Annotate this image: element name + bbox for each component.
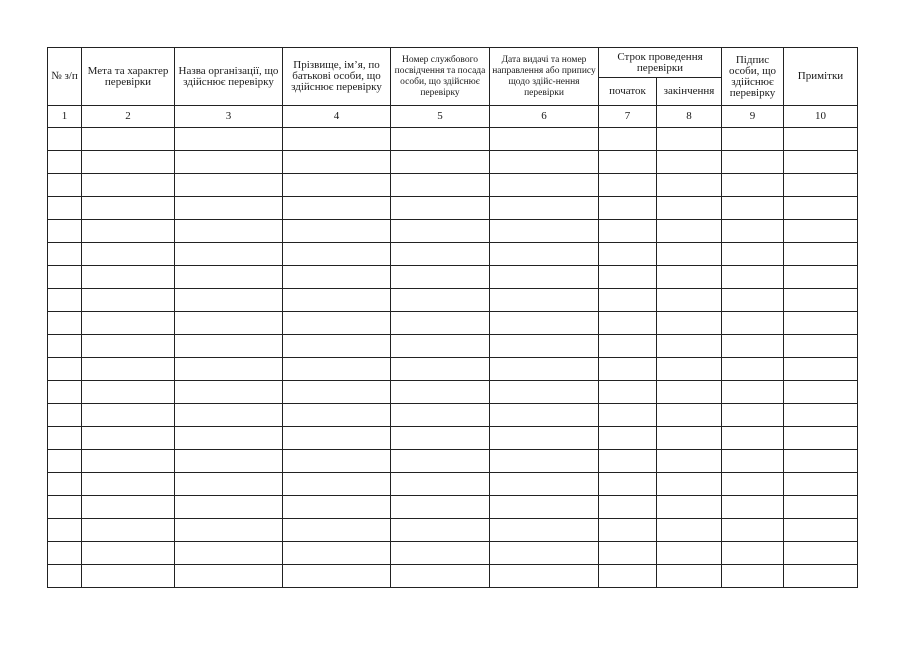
table-cell [657,197,722,220]
table-cell [48,289,82,312]
header-purpose: Мета та характер перевірки [82,48,175,106]
table-cell [175,519,283,542]
table-cell [657,427,722,450]
table-row [48,243,858,266]
column-number: 1 [48,106,82,128]
header-certificate: Номер службового посвідчення та посада особи, що здійснює перевірку [391,48,490,106]
table-cell [48,312,82,335]
table-cell [82,565,175,588]
table-cell [48,496,82,519]
table-cell [48,542,82,565]
table-cell [283,519,391,542]
table-cell [722,450,784,473]
column-number-row [48,106,858,128]
table-cell [657,565,722,588]
table-cell [599,381,657,404]
table-cell [82,174,175,197]
table-cell [657,450,722,473]
table-cell [490,427,599,450]
table-row [48,404,858,427]
header-row-top [48,48,858,78]
table-cell [283,427,391,450]
table-cell [490,473,599,496]
table-cell [391,174,490,197]
table-cell [175,174,283,197]
table-cell [722,427,784,450]
table-cell [657,473,722,496]
table-cell [599,427,657,450]
table-cell [48,450,82,473]
table-row [48,220,858,243]
table-cell [391,381,490,404]
table-cell [657,220,722,243]
column-number: 10 [784,106,858,128]
table-cell [283,404,391,427]
table-cell [283,128,391,151]
table-row [48,151,858,174]
table-cell [82,427,175,450]
table-cell [784,197,858,220]
table-row [48,266,858,289]
table-cell [283,381,391,404]
table-cell [175,151,283,174]
table-cell [784,128,858,151]
table-cell [490,519,599,542]
table-cell [722,473,784,496]
table-cell [657,519,722,542]
table-cell [82,335,175,358]
table-cell [490,151,599,174]
table-cell [490,220,599,243]
table-cell [175,542,283,565]
table-cell [784,151,858,174]
table-cell [175,289,283,312]
table-cell [490,565,599,588]
header-organization: Назва організації, що здійснює перевірку [175,48,283,106]
table-cell [48,197,82,220]
table-cell [722,220,784,243]
table-cell [722,266,784,289]
table-cell [175,565,283,588]
table-cell [82,289,175,312]
table-cell [175,266,283,289]
table-row [48,128,858,151]
table-cell [784,174,858,197]
table-cell [283,220,391,243]
table-cell [722,335,784,358]
table-cell [784,220,858,243]
table-row [48,312,858,335]
table-cell [82,243,175,266]
table-cell [82,473,175,496]
table-cell [490,174,599,197]
column-number: 6 [490,106,599,128]
table-cell [657,404,722,427]
table-cell [82,128,175,151]
table-cell [490,496,599,519]
table-cell [391,128,490,151]
table-cell [784,243,858,266]
table-cell [599,473,657,496]
table-cell [283,151,391,174]
header-start: початок [599,78,657,106]
table-cell [283,243,391,266]
table-cell [784,404,858,427]
column-number: 3 [175,106,283,128]
table-cell [657,358,722,381]
column-number: 9 [722,106,784,128]
table-cell [599,565,657,588]
table-cell [490,128,599,151]
table-cell [722,128,784,151]
table-cell [657,128,722,151]
table-cell [599,266,657,289]
header-number: № з/п [48,48,82,106]
table-cell [784,427,858,450]
column-number: 5 [391,106,490,128]
table-row [48,473,858,496]
table-cell [391,151,490,174]
table-cell [82,519,175,542]
table-cell [599,243,657,266]
table-row [48,381,858,404]
table-cell [490,197,599,220]
table-cell [722,542,784,565]
header-signature: Підпис особи, що здійснює перевірку [722,48,784,106]
table-cell [283,312,391,335]
table-cell [283,450,391,473]
table-cell [722,243,784,266]
table-cell [175,496,283,519]
table-row [48,542,858,565]
table-cell [82,381,175,404]
table-cell [490,358,599,381]
table-cell [784,542,858,565]
table-cell [48,174,82,197]
table-cell [599,404,657,427]
table-cell [48,151,82,174]
table-cell [722,312,784,335]
table-cell [175,335,283,358]
table-cell [82,266,175,289]
table-cell [490,335,599,358]
table-cell [784,519,858,542]
table-cell [48,427,82,450]
table-row [48,565,858,588]
table-cell [784,312,858,335]
table-cell [657,151,722,174]
table-cell [722,565,784,588]
table-cell [657,496,722,519]
table-cell [48,519,82,542]
table-row [48,496,858,519]
column-number: 8 [657,106,722,128]
table-cell [48,128,82,151]
table-cell [657,542,722,565]
table-cell [784,266,858,289]
table-cell [391,496,490,519]
table-cell [490,381,599,404]
table-cell [82,542,175,565]
table-cell [599,335,657,358]
table-cell [175,243,283,266]
table-cell [175,450,283,473]
table-cell [784,473,858,496]
table-cell [599,312,657,335]
table-cell [490,243,599,266]
table-cell [175,312,283,335]
table-cell [283,496,391,519]
table-cell [599,358,657,381]
table-row [48,174,858,197]
table-cell [391,197,490,220]
table-cell [784,496,858,519]
table-cell [490,266,599,289]
table-cell [283,174,391,197]
table-cell [391,565,490,588]
table-cell [722,358,784,381]
table-cell [283,289,391,312]
header-inspector-name: Прізвище, ім’я, по батькові особи, що здійснює перевірку [283,48,391,106]
table-cell [175,220,283,243]
table-cell [391,335,490,358]
table-cell [722,151,784,174]
table-cell [599,174,657,197]
header-inspection-term: Строк проведення перевірки [599,48,722,78]
inspection-register-table [47,47,858,588]
table-row [48,358,858,381]
table-cell [48,381,82,404]
table-cell [657,266,722,289]
table-cell [82,312,175,335]
table-cell [82,151,175,174]
table-cell [391,266,490,289]
table-cell [391,289,490,312]
table-cell [391,519,490,542]
table-cell [599,220,657,243]
table-cell [391,427,490,450]
table-cell [391,450,490,473]
table-cell [657,174,722,197]
table-cell [657,335,722,358]
table-cell [391,358,490,381]
table-cell [784,565,858,588]
table-cell [175,404,283,427]
table-cell [391,220,490,243]
table-row [48,519,858,542]
table-cell [175,427,283,450]
table-cell [722,289,784,312]
table-row [48,450,858,473]
table-cell [283,473,391,496]
table-cell [283,542,391,565]
table-cell [82,496,175,519]
table-cell [599,496,657,519]
table-cell [82,220,175,243]
table-cell [784,335,858,358]
table-cell [48,335,82,358]
table-cell [784,358,858,381]
table-cell [175,381,283,404]
table-cell [391,542,490,565]
table-cell [722,197,784,220]
table-cell [82,404,175,427]
table-cell [722,381,784,404]
column-number: 4 [283,106,391,128]
table-cell [48,220,82,243]
table-cell [657,312,722,335]
header-end: закінчення [657,78,722,106]
table-cell [283,565,391,588]
table-cell [48,243,82,266]
table-cell [283,197,391,220]
table-cell [391,312,490,335]
table-cell [490,542,599,565]
table-cell [784,381,858,404]
table-cell [82,450,175,473]
table-cell [175,358,283,381]
table-cell [599,151,657,174]
table-cell [48,565,82,588]
table-cell [490,289,599,312]
table-cell [175,128,283,151]
table-cell [391,473,490,496]
table-cell [722,174,784,197]
table-cell [48,404,82,427]
table-cell [599,542,657,565]
table-cell [722,496,784,519]
table-row [48,427,858,450]
table-cell [391,243,490,266]
table-cell [283,358,391,381]
table-cell [657,381,722,404]
table-cell [48,358,82,381]
column-number: 2 [82,106,175,128]
table-cell [784,289,858,312]
table-cell [599,519,657,542]
table-cell [490,312,599,335]
table-cell [490,404,599,427]
table-cell [599,450,657,473]
table-cell [391,404,490,427]
table-cell [722,404,784,427]
table-cell [82,197,175,220]
table-cell [599,197,657,220]
table-cell [657,289,722,312]
table-cell [48,473,82,496]
table-cell [784,450,858,473]
table-cell [657,243,722,266]
column-number: 7 [599,106,657,128]
table-cell [283,335,391,358]
header-direction: Дата видачі та номер направлення або припису щодо здійс-нення перевірки [490,48,599,106]
table-cell [175,197,283,220]
header-notes: Примітки [784,48,858,106]
table-cell [283,266,391,289]
table-row [48,335,858,358]
table-cell [175,473,283,496]
table-cell [48,266,82,289]
table-cell [599,128,657,151]
table-cell [722,519,784,542]
table-cell [82,358,175,381]
table-cell [599,289,657,312]
table-row [48,289,858,312]
table-row [48,197,858,220]
table-cell [490,450,599,473]
